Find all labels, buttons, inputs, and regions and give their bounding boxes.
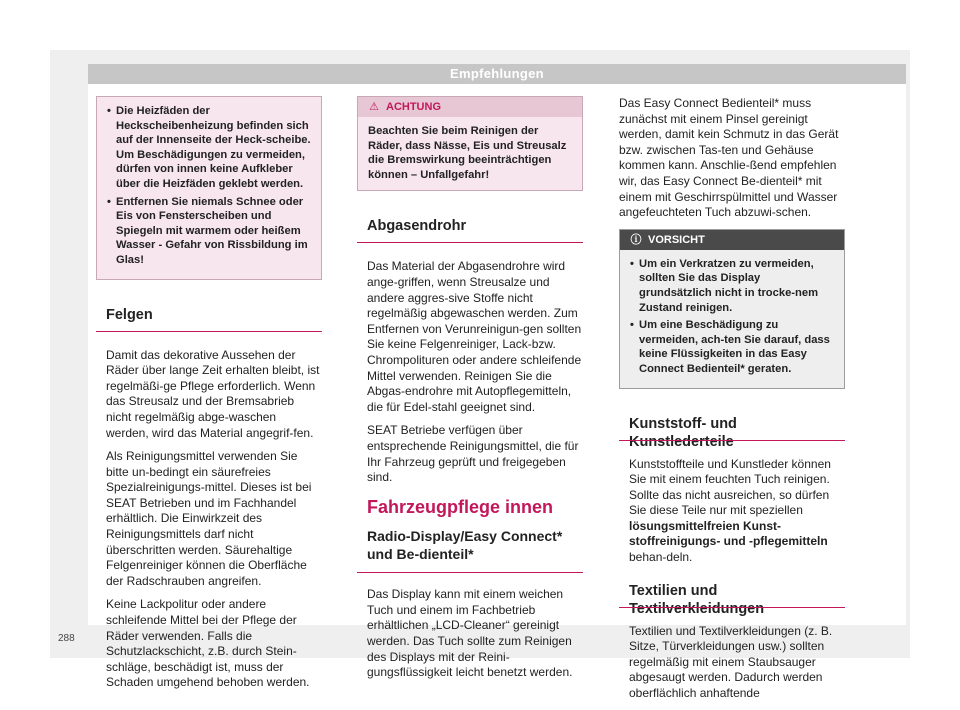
paragraph: Als Reinigungsmittel verwenden Sie bitte un-bedingt ein säurefreies Spezialreinigungs-mittel. Dieses ist bei SEAT Betrieben und im Fachhandel erhältlich. Die Einwirkzeit des Reinigungsmittels darf nicht überschritten werden. Säurehaltige Felgenreiniger können die Oberfläche der Radschrauben angreifen.	[106, 449, 312, 588]
paragraph: Damit das dekorative Aussehen der Räder über lange Zeit erhalten bleibt, ist regelmäßi-ge Pflege erforderlich. Wenn das Streusalz und der Bremsabrieb nicht regelmäßig abge-waschen werden, wird das Material angegrif-fen.	[106, 347, 320, 440]
column-3	[619, 96, 845, 710]
caution-bullet: • Um ein Verkratzen zu vermeiden, sollten Sie das Display grundsätzlich nicht in trocke-nem Zustand reinigen.	[630, 257, 835, 315]
section-heading-abgasendrohr: Abgasendrohr	[357, 217, 583, 243]
section-heading-kunststoff: Kunststoff- und Kunstlederteile	[619, 415, 845, 441]
page-header: Empfehlungen	[88, 64, 906, 84]
warning-text: Beachten Sie beim Reinigen der Räder, dass Nässe, Eis und Streusalz die Bremswirkung beeinträchtigen können – Unfallgefahr!	[368, 125, 567, 181]
page-content	[88, 64, 906, 701]
chapter-heading: Fahrzeugpflege innen	[367, 496, 554, 517]
column-1	[96, 96, 322, 699]
warning-box	[357, 96, 583, 191]
section-heading-textilien: Textilien und Textilverkleidungen	[619, 582, 845, 608]
paragraph: Keine Lackpolitur oder andere schleifende Mittel bei der Pflege der Räder verwenden. Falls die Schutzlackschicht, z.B. durch Stein-schläge, beschädigt ist, muss der Schaden umgehend behoben werden.	[106, 597, 310, 690]
caution-bullet: • Um eine Beschädigung zu vermeiden, ach-ten Sie darauf, dass keine Flüssigkeiten in das Easy Connect Bedienteil* geraten.	[630, 318, 835, 376]
warning-title: ACHTUNG	[386, 101, 441, 113]
note-bullet: • Die Heizfäden der Heckscheibenheizung befinden sich auf der Innenseite der Heck-scheibe. Um Beschädigungen zu vermeiden, dürfen von innen keine Aufkleber über die Heizfäden geklebt werden.	[107, 104, 312, 192]
warning-triangle-icon: ⚠	[369, 101, 379, 113]
sub-heading-display: Radio-Display/Easy Connect* und Be-dienteil*	[357, 527, 583, 573]
paragraph: SEAT Betriebe verfügen über entsprechende Reinigungsmittel, die für Ihr Fahrzeug geprüft und freigegeben sind.	[367, 423, 579, 485]
caution-box	[619, 229, 845, 389]
section-heading-felgen: Felgen	[96, 306, 322, 332]
note-box	[96, 96, 322, 280]
column-2	[357, 96, 583, 689]
page-number: 288	[58, 633, 75, 644]
paragraph: Kunststoffteile und Kunstleder können Sie mit einem feuchten Tuch reinigen. Sollte das nicht ausreichen, so dürfen Sie diese Teile nur mit speziellen lösungsmittelfreien Kunst-stoffreinigungs- und -pflegemitteln behan-deln.	[629, 456, 831, 565]
page-background	[50, 50, 910, 701]
paragraph: Das Display kann mit einem weichen Tuch und einem im Fachbetrieb erhältlichen „LCD-Cleaner“ gereinigt werden. Das Tuch sollte zum Reinigen des Displays mit der Reini-gungsflüssigkeit leicht benetzt werden.	[367, 587, 573, 680]
paragraph: Das Easy Connect Bedienteil* muss zunächst mit einem Pinsel gereinigt werden, damit kein Schmutz in das Gerät bzw. zwischen Tas-ten und Gehäuse kommen kann. Anschlie-ßend empfehlen wir, das Easy Connect Be-dienteil* mit einem mit Geschirrspülmittel und Wasser angefeuchteten Tuch abzuwi-schen.	[619, 96, 839, 220]
paragraph: Textilien und Textilverkleidungen (z. B. Sitze, Türverkleidungen usw.) sollten regelmäßig mit einem Staubsauger abgesaugt werden. Dadurch werden oberflächlich anhaftende	[629, 623, 833, 701]
paragraph: Das Material der Abgasendrohre wird ange-griffen, wenn Streusalze und andere aggres-sive Stoffe nicht regelmäßig abgewaschen werden. Zum Entfernen von Verunreinigun-gen sollten Sie keine Felgenreiniger, Lack-bzw. Chrompolituren oder andere schleifende Mittel verwenden. Reinigen Sie die Abgas-endrohre mit Autopflegemitteln, die für Edel-stahl geeignet sind.	[367, 259, 582, 414]
caution-title: VORSICHT	[648, 233, 705, 246]
note-bullet: • Entfernen Sie niemals Schnee oder Eis von Fensterscheiben und Spiegeln mit warmem oder heißem Wasser - Gefahr von Rissbildung im Glas!	[107, 195, 312, 268]
info-circle-icon: ⓘ	[630, 233, 642, 246]
